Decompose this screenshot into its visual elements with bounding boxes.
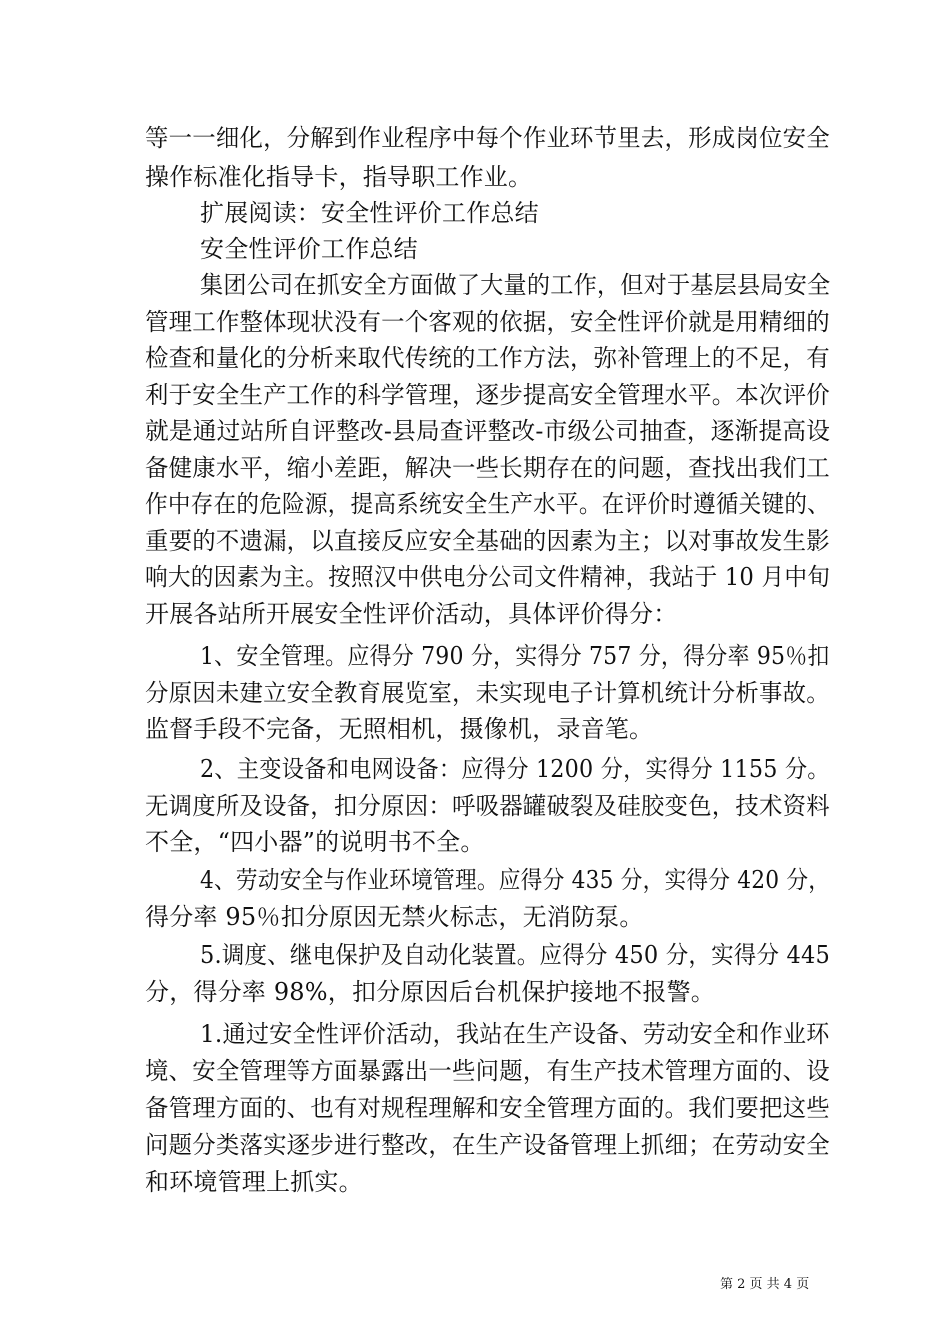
body-line: 等一一细化，分解到作业程序中每个作业环节里去，形成岗位安全 — [145, 124, 830, 152]
body-line: 就是通过站所自评整改-县局查评整改-市级公司抽查，逐渐提高设 — [145, 417, 831, 445]
score-item: 2、主变设备和电网设备：应得分 1200 分，实得分 1155 分。 — [200, 755, 830, 783]
body-line: 问题分类落实逐步进行整改，在生产设备管理上抓细；在劳动安全 — [145, 1131, 830, 1159]
body-line: 和环境管理上抓实。 — [145, 1168, 363, 1196]
body-line: 响大的因素为主。按照汉中供电分公司文件精神，我站于 10 月中旬 — [145, 563, 831, 591]
body-line: 开展各站所开展安全性评价活动，具体评价得分： — [145, 600, 678, 628]
body-line: 1.通过安全性评价活动，我站在生产设备、劳动安全和作业环 — [200, 1020, 830, 1048]
body-line: 得分率 95％扣分原因无禁火标志，无消防泵。 — [145, 903, 644, 931]
body-line: 备管理方面的、也有对规程理解和安全管理方面的。我们要把这些 — [145, 1094, 830, 1122]
score-item: 4、劳动安全与作业环境管理。应得分 435 分，实得分 420 分， — [200, 866, 831, 894]
body-line: 作中存在的危险源，提高系统安全生产水平。在评价时遵循关键的、 — [145, 490, 830, 518]
score-item: 5.调度、继电保护及自动化装置。应得分 450 分，实得分 445 — [200, 941, 831, 969]
body-line: 检查和量化的分析来取代传统的工作方法，弥补管理上的不足，有 — [145, 344, 830, 372]
body-line: 无调度所及设备，扣分原因：呼吸器罐破裂及硅胶变色，技术资料 — [145, 792, 830, 820]
body-line: 分原因未建立安全教育展览室，未实现电子计算机统计分析事故。 — [145, 679, 830, 707]
body-line: 利于安全生产工作的科学管理，逐步提高安全管理水平。本次评价 — [145, 381, 830, 409]
body-line: 重要的不遗漏，以直接反应安全基础的因素为主；以对事故发生影 — [145, 527, 830, 555]
body-line: 监督手段不完备，无照相机，摄像机，录音笔。 — [145, 715, 654, 743]
body-line: 管理工作整体现状没有一个客观的依据，安全性评价就是用精细的 — [145, 308, 830, 336]
body-line: 不全，“四小器”的说明书不全。 — [145, 828, 485, 856]
body-line: 备健康水平，缩小差距，解决一些长期存在的问题，查找出我们工 — [145, 454, 830, 482]
body-line: 集团公司在抓安全方面做了大量的工作，但对于基层县局安全 — [200, 271, 831, 299]
section-title: 安全性评价工作总结 — [200, 235, 418, 263]
body-line: 境、安全管理等方面暴露出一些问题，有生产技术管理方面的、设 — [145, 1057, 830, 1085]
page-number: 第 2 页 共 4 页 — [720, 1277, 810, 1292]
body-line: 操作标准化指导卡，指导职工作业。 — [145, 163, 533, 191]
section-heading: 扩展阅读：安全性评价工作总结 — [200, 199, 539, 227]
score-item: 1、安全管理。应得分 790 分，实得分 757 分，得分率 95％扣 — [200, 642, 830, 670]
body-line: 分，得分率 98%，扣分原因后台机保护接地不报警。 — [145, 978, 715, 1006]
